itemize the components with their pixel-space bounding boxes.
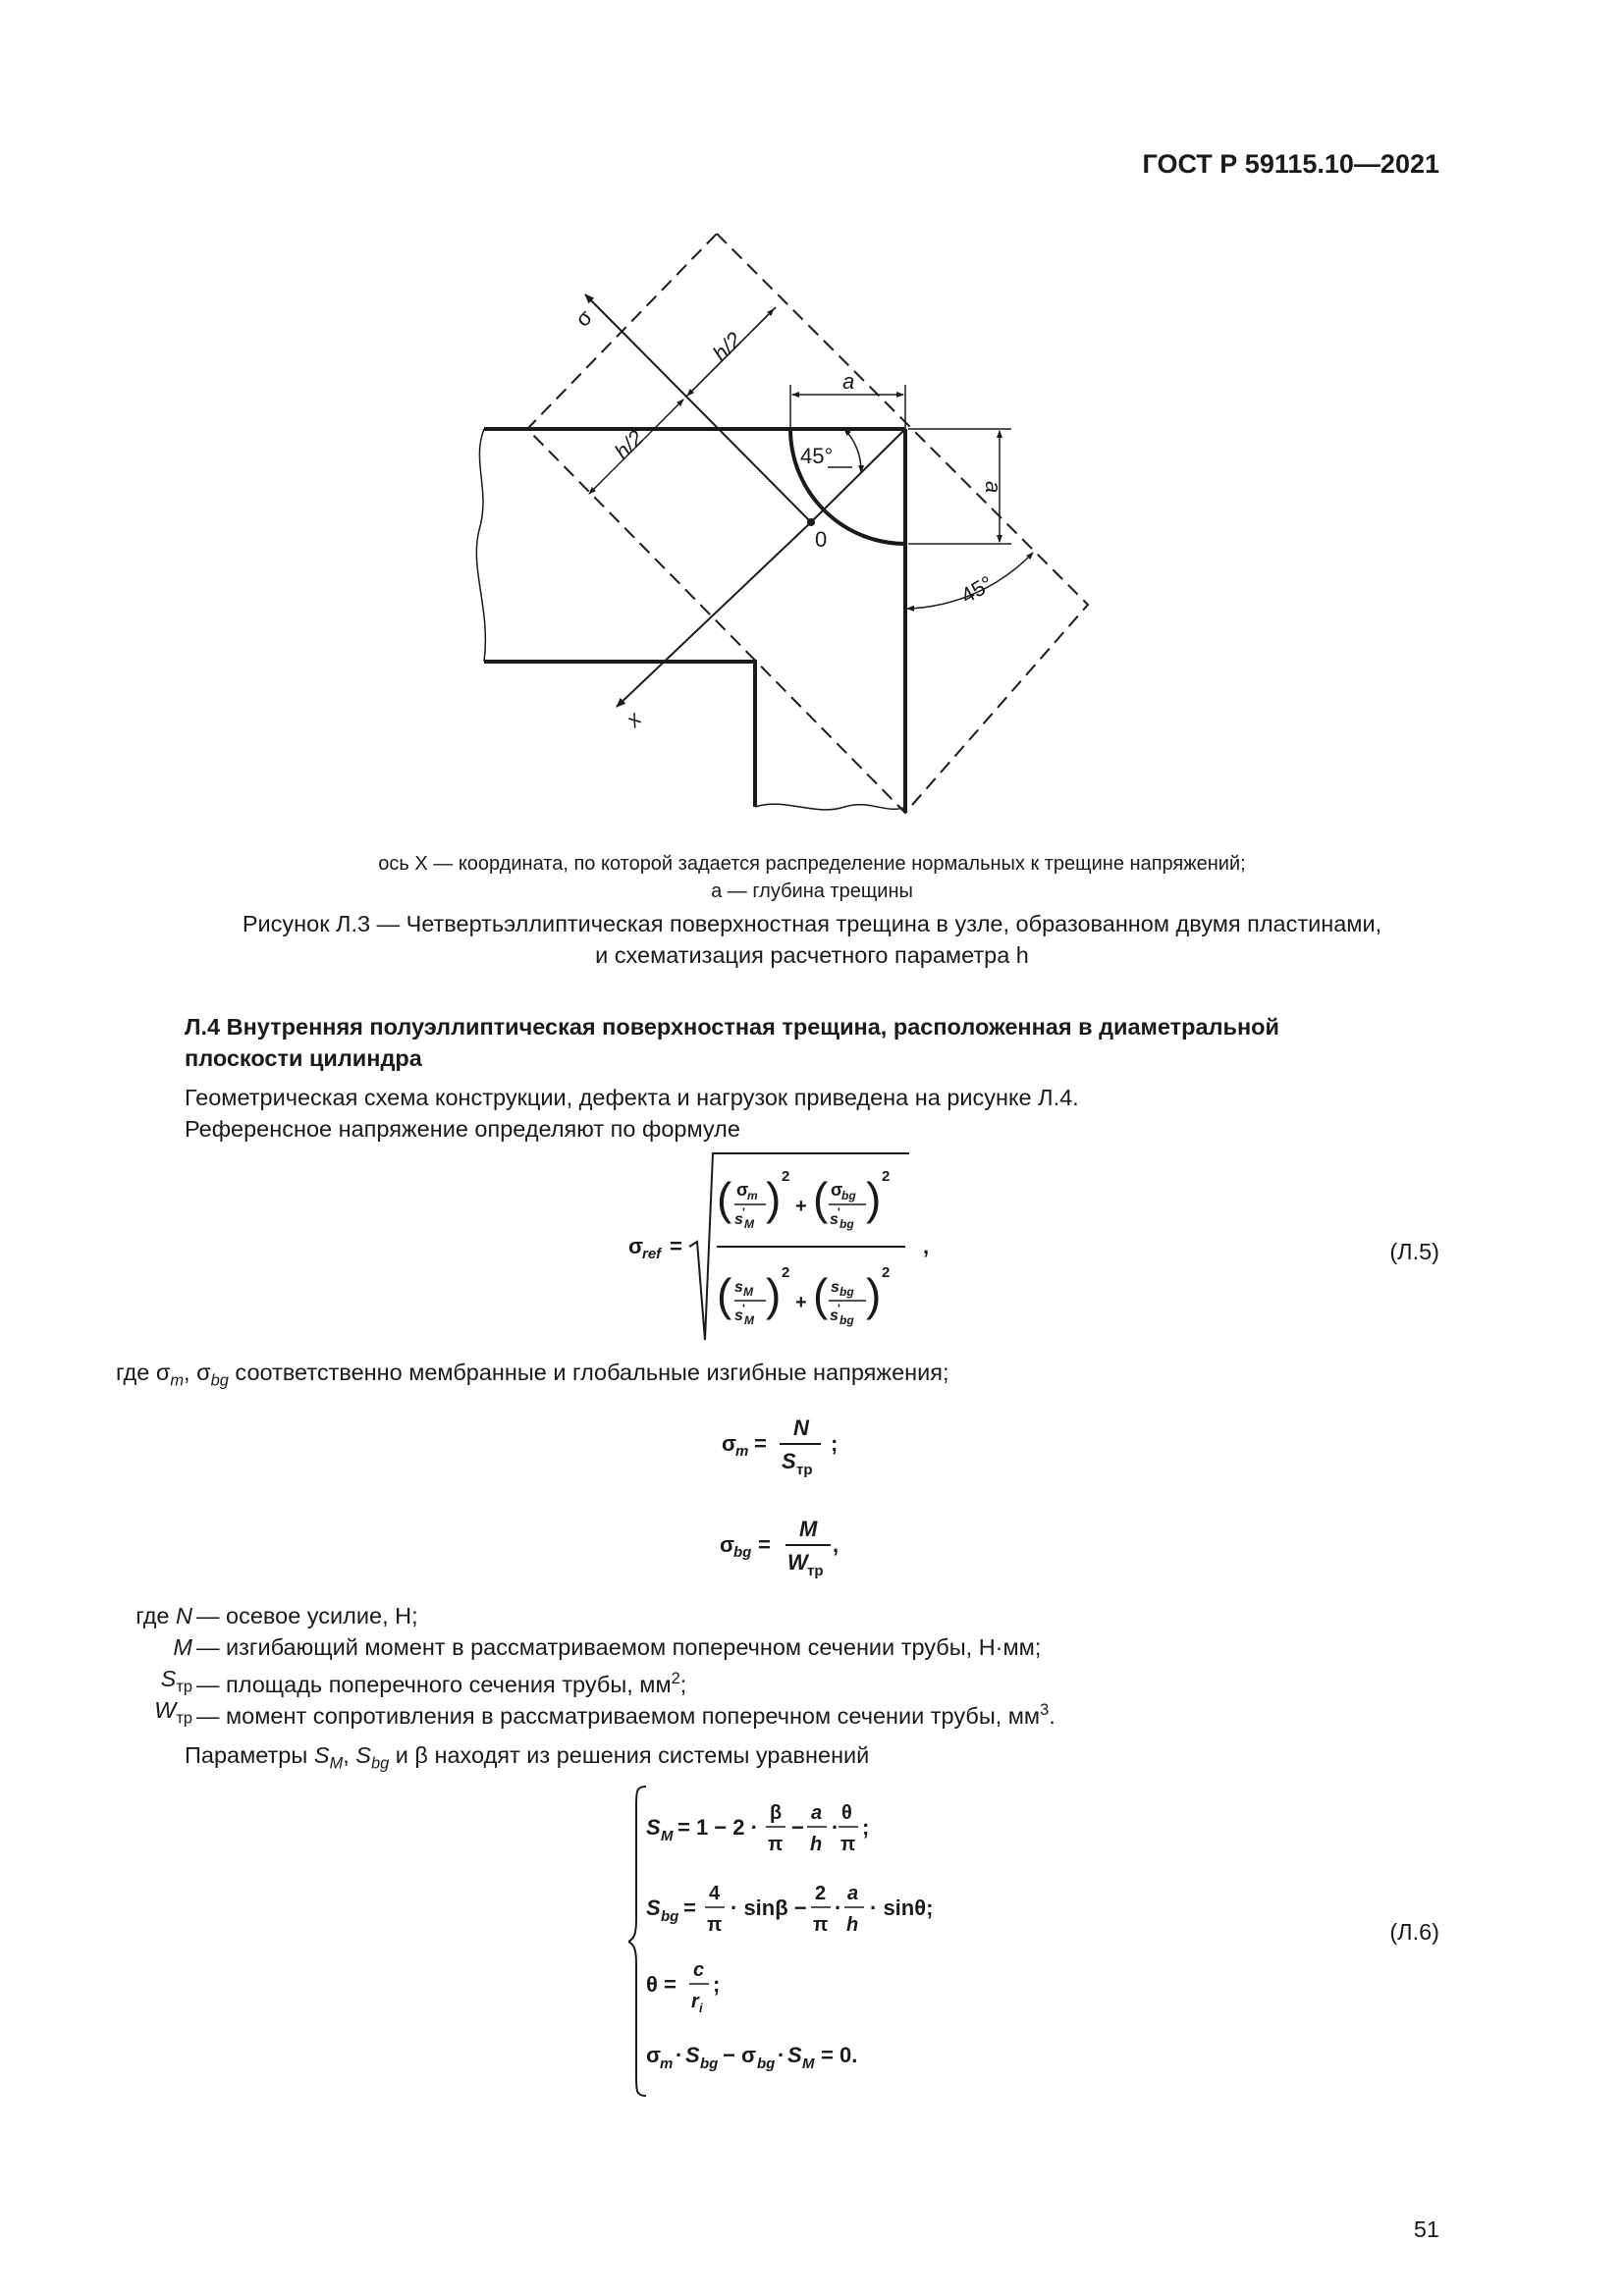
svg-text:m: m bbox=[747, 1189, 758, 1202]
svg-text:bg: bg bbox=[839, 1285, 854, 1299]
svg-text:= 1 − 2 ·: = 1 − 2 · bbox=[677, 1815, 758, 1840]
svg-text:bg: bg bbox=[733, 1544, 752, 1561]
equation-l5 bbox=[619, 1144, 952, 1350]
label-45-outer: 45° bbox=[956, 570, 998, 609]
svg-text:m: m bbox=[660, 2056, 674, 2072]
section-title bbox=[185, 1011, 1441, 1074]
svg-text:2: 2 bbox=[782, 1168, 790, 1185]
definition-row bbox=[0, 1694, 1624, 1729]
svg-text:β: β bbox=[770, 1802, 783, 1824]
svg-text:=: = bbox=[754, 1431, 767, 1456]
svg-text:(: ( bbox=[717, 1173, 732, 1224]
svg-text:': ' bbox=[838, 1302, 840, 1315]
svg-text:·: · bbox=[832, 1815, 839, 1840]
label-a-right: a bbox=[981, 481, 1005, 494]
svg-text:c: c bbox=[693, 1959, 705, 1981]
definition-text: — осевое усилие, Н; bbox=[196, 1603, 418, 1629]
svg-text:(: ( bbox=[717, 1269, 732, 1320]
svg-text:2: 2 bbox=[882, 1264, 891, 1281]
svg-text:bg: bg bbox=[661, 1908, 679, 1925]
definition-row bbox=[0, 1631, 1624, 1663]
svg-text:−: − bbox=[791, 1815, 804, 1840]
svg-text:π: π bbox=[707, 1914, 723, 1936]
definition-text: — момент сопротивления в рассматриваемом поперечном сечении трубы, $мм^3$. bbox=[196, 1701, 1056, 1729]
svg-text:4: 4 bbox=[709, 1883, 721, 1904]
svg-text:S: S bbox=[685, 2043, 700, 2067]
svg-text:σ: σ bbox=[720, 1532, 735, 1557]
svg-text:bg: bg bbox=[839, 1313, 854, 1327]
plate-bottom-edge bbox=[484, 662, 755, 807]
svg-text:,: , bbox=[833, 1532, 839, 1557]
where-stress-line: где $\sigma_m$, $\sigma_{bg}$ соответственно мембранные и глобальные изгибные напряжения; bbox=[116, 1360, 949, 1390]
svg-text:π: π bbox=[840, 1834, 856, 1855]
svg-text:s: s bbox=[734, 1211, 743, 1228]
figure-caption-line-1: Рисунок Л.3 — Четвертьэллиптическая поверхностная трещина в узле, образованном двумя пластинами, bbox=[242, 911, 1382, 936]
equation-sigma-bg bbox=[715, 1507, 892, 1585]
figure-legend-line-2: a — глубина трещины bbox=[711, 881, 913, 902]
svg-text:M: M bbox=[799, 1517, 818, 1541]
svg-text:σ: σ bbox=[722, 1431, 737, 1456]
params-line: Параметры $S_M$, $S_{bg}$ и β находят из решения системы уравнений bbox=[185, 1742, 870, 1773]
svg-text:=: = bbox=[758, 1532, 771, 1557]
label-origin: 0 bbox=[815, 527, 828, 552]
svg-text:N: N bbox=[793, 1415, 809, 1440]
svg-text:+: + bbox=[795, 1196, 807, 1217]
paragraph-reference-stress: Референсное напряжение определяют по формуле bbox=[185, 1116, 740, 1142]
svg-text:σ: σ bbox=[646, 2043, 662, 2067]
svg-text:a: a bbox=[811, 1802, 823, 1824]
equation-l5-number: (Л.5) bbox=[1389, 1239, 1439, 1264]
svg-text:S: S bbox=[646, 1815, 661, 1840]
svg-text:h: h bbox=[810, 1834, 823, 1855]
definition-text: — площадь поперечного сечения трубы, $мм^2$; bbox=[196, 1670, 687, 1697]
definition-row bbox=[0, 1600, 1624, 1631]
svg-text:,: , bbox=[923, 1234, 930, 1258]
sigma-axis bbox=[585, 294, 811, 522]
svg-text:2: 2 bbox=[782, 1264, 790, 1281]
paragraph-geometry: Геометрическая схема конструкции, дефекта и нагрузок приведена на рисунке Л.4. bbox=[185, 1085, 1079, 1110]
svg-text:·: · bbox=[676, 2043, 683, 2067]
svg-text:): ) bbox=[866, 1173, 882, 1224]
svg-text:i: i bbox=[699, 2001, 703, 2015]
svg-text:;: ; bbox=[862, 1815, 870, 1840]
svg-text:·: · bbox=[778, 2043, 785, 2067]
svg-text:s: s bbox=[831, 1279, 839, 1296]
svg-text:θ =: θ = bbox=[646, 1972, 677, 1997]
figure-caption-line-2: и схематизация расчетного параметра h bbox=[595, 942, 1029, 968]
svg-text:;: ; bbox=[831, 1431, 839, 1456]
svg-text:m: m bbox=[735, 1443, 749, 1460]
break-line-bottom bbox=[755, 804, 905, 810]
svg-text:(: ( bbox=[813, 1269, 829, 1320]
svg-text:σ: σ bbox=[831, 1180, 843, 1200]
svg-text:): ) bbox=[766, 1269, 782, 1320]
svg-text:s: s bbox=[734, 1279, 743, 1296]
definition-symbol: где N bbox=[135, 1603, 192, 1629]
svg-text:s: s bbox=[734, 1308, 743, 1324]
svg-text:=: = bbox=[683, 1896, 696, 1920]
svg-text:s: s bbox=[830, 1211, 839, 1228]
label-45-inner: 45° bbox=[800, 444, 834, 468]
svg-text:bg: bg bbox=[841, 1189, 856, 1202]
angle-45-inner bbox=[844, 429, 861, 472]
section-title-line-1: Л.4 Внутренняя полуэллиптическая поверхностная трещина, расположенная в диаметральной bbox=[185, 1014, 1279, 1040]
svg-text:s: s bbox=[830, 1308, 839, 1324]
svg-text:= 0.: = 0. bbox=[821, 2043, 858, 2067]
label-h2-left: h/2 bbox=[609, 425, 649, 464]
svg-text:M: M bbox=[744, 1313, 754, 1327]
svg-text:M: M bbox=[802, 2056, 815, 2072]
svg-text:): ) bbox=[766, 1173, 782, 1224]
svg-text:σ: σ bbox=[736, 1180, 749, 1200]
definition-symbol: M bbox=[173, 1634, 192, 1660]
svg-text:M: M bbox=[661, 1828, 674, 1844]
svg-text:;: ; bbox=[713, 1972, 721, 1997]
page-number: 51 bbox=[1413, 2216, 1439, 2242]
definition-text: — изгибающий момент в рассматриваемом поперечном сечении трубы, Н·мм; bbox=[196, 1634, 1042, 1660]
svg-text:тр: тр bbox=[807, 1563, 824, 1579]
section-title-line-2: плоскости цилиндра bbox=[185, 1045, 422, 1071]
svg-text:W: W bbox=[787, 1550, 808, 1575]
svg-text:− σ: − σ bbox=[723, 2043, 757, 2067]
svg-text:θ: θ bbox=[841, 1802, 852, 1824]
svg-text:π: π bbox=[813, 1914, 829, 1936]
svg-text:тр: тр bbox=[796, 1462, 813, 1478]
svg-text:S: S bbox=[646, 1896, 661, 1920]
svg-text:': ' bbox=[742, 1302, 745, 1315]
svg-text:bg: bg bbox=[839, 1217, 854, 1231]
svg-text:M: M bbox=[743, 1285, 753, 1299]
svg-text:bg: bg bbox=[757, 2056, 776, 2072]
svg-text:S: S bbox=[787, 2043, 802, 2067]
equation-l6-number: (Л.6) bbox=[1389, 1919, 1439, 1945]
svg-text:2: 2 bbox=[882, 1168, 891, 1185]
definition-symbol: $S_{тр}$ bbox=[160, 1666, 192, 1696]
label-h2-top: h/2 bbox=[707, 327, 747, 366]
svg-text:M: M bbox=[744, 1217, 754, 1231]
svg-text:· sinβ −: · sinβ − bbox=[731, 1896, 807, 1920]
svg-text:+: + bbox=[795, 1292, 807, 1313]
svg-text:r: r bbox=[691, 1991, 699, 2012]
label-a-top: a bbox=[842, 369, 855, 394]
definition-row bbox=[0, 1663, 1624, 1697]
definition-symbol: $W_{тр}$ bbox=[154, 1697, 192, 1728]
svg-text:·: · bbox=[835, 1896, 842, 1920]
svg-text:': ' bbox=[838, 1205, 840, 1219]
svg-text:bg: bg bbox=[700, 2056, 719, 2072]
break-line-left bbox=[476, 429, 485, 662]
definitions-list bbox=[0, 1600, 1624, 1729]
label-sigma: σ bbox=[569, 304, 598, 332]
svg-text:): ) bbox=[866, 1269, 882, 1320]
svg-text:σ: σ bbox=[628, 1234, 644, 1258]
svg-text:2: 2 bbox=[815, 1883, 827, 1904]
svg-text:· sinθ;: · sinθ; bbox=[870, 1896, 934, 1920]
document-header: ГОСТ Р 59115.10—2021 bbox=[1142, 149, 1439, 179]
label-x: x bbox=[621, 706, 646, 732]
svg-text:h: h bbox=[846, 1914, 859, 1936]
equation-system-l6 bbox=[628, 1782, 982, 2106]
svg-text:(: ( bbox=[813, 1173, 829, 1224]
svg-text:a: a bbox=[847, 1883, 859, 1904]
svg-text:=: = bbox=[670, 1234, 682, 1258]
svg-text:π: π bbox=[768, 1834, 784, 1855]
figure-l3-diagram bbox=[461, 221, 1149, 859]
svg-text:S: S bbox=[782, 1449, 796, 1473]
equation-sigma-m bbox=[717, 1406, 874, 1484]
svg-text:': ' bbox=[742, 1205, 745, 1219]
figure-legend-line-1: ось X — координата, по которой задается распределение нормальных к трещине напряжений; bbox=[378, 853, 1246, 875]
svg-text:ref: ref bbox=[642, 1246, 662, 1262]
